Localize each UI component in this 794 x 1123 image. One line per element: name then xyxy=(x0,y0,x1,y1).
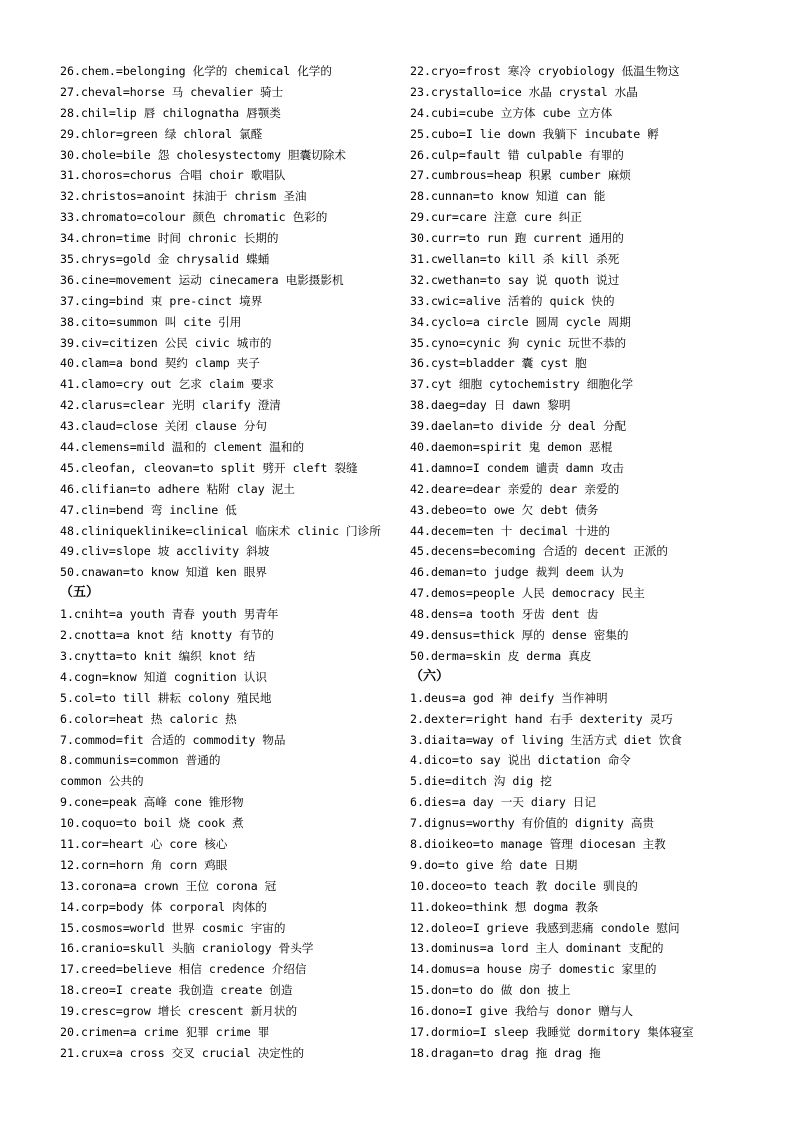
vocab-entry: 39.civ=citizen 公民 civic 城市的 xyxy=(60,335,272,350)
vocab-entry: 25.cubo=I lie down 我躺下 incubate 孵 xyxy=(410,126,659,141)
vocab-entry: 49.cliv=slope 坡 acclivity 斜坡 xyxy=(60,544,270,559)
vocab-entry: 27.cheval=horse 马 chevalier 骑士 xyxy=(60,84,284,99)
vocab-entry: 6.color=heat 热 caloric 热 xyxy=(60,711,237,726)
vocab-entry: 20.crimen=a crime 犯罪 crime 罪 xyxy=(60,1024,270,1039)
vocab-entry: 22.cryo=frost 寒冷 cryobiology 低温生物这 xyxy=(410,64,680,78)
vocab-entry: 7.commod=fit 合适的 commodity 物品 xyxy=(60,732,286,747)
section-heading: （六） xyxy=(410,668,450,684)
vocab-entry: 14.domus=a house 房子 domestic 家里的 xyxy=(410,962,657,977)
vocab-entry: 46.deman=to judge 裁判 deem 认为 xyxy=(410,565,624,580)
vocab-entry: 26.chem.=belonging 化学的 chemical 化学的 xyxy=(60,64,332,78)
vocab-entry: 12.corn=horn 角 corn 鸡眼 xyxy=(60,857,228,872)
vocab-entry: 7.dignus=worthy 有价值的 dignity 高贵 xyxy=(410,816,655,831)
vocab-entry: 27.cumbrous=heap 积累 cumber 麻烦 xyxy=(410,168,631,183)
vocab-entry: 38.cito=summon 叫 cite 引用 xyxy=(60,314,242,329)
vocab-entry: 30.curr=to run 跑 current 通用的 xyxy=(410,231,624,246)
vocab-entry: 41.damno=I condem 谴责 damn 攻击 xyxy=(410,460,624,475)
vocab-entry: 43.claud=close 关闭 clause 分句 xyxy=(60,419,267,434)
vocab-entry: 9.do=to give 给 date 日期 xyxy=(410,857,578,872)
vocab-entry: 28.cunnan=to know 知道 can 能 xyxy=(410,189,606,204)
vocab-entry: 11.dokeo=think 想 dogma 教条 xyxy=(410,899,599,914)
vocab-entry: 16.cranio=skull 头脑 craniology 骨头学 xyxy=(60,941,314,956)
vocab-entry: 30.chole=bile 怨 cholesystectomy 胆囊切除术 xyxy=(60,147,346,162)
vocab-entry: 47.clin=bend 弯 incline 低 xyxy=(60,502,237,517)
vocab-entry: 35.cyno=cynic 狗 cynic 玩世不恭的 xyxy=(410,335,627,350)
vocab-entry: 15.cosmos=world 世界 cosmic 宇宙的 xyxy=(60,920,286,935)
vocab-entry: 31.cwellan=to kill 杀 kill 杀死 xyxy=(410,252,620,267)
vocab-entry: 9.cone=peak 高峰 cone 锥形物 xyxy=(60,795,244,810)
vocab-entry: 15.don=to do 做 don 披上 xyxy=(410,983,571,998)
vocab-entry: 8.communis=common 普通的 xyxy=(60,753,221,768)
vocab-entry: 13.corona=a crown 王位 corona 冠 xyxy=(60,878,277,893)
vocab-entry: 16.dono=I give 我给与 donor 赠与人 xyxy=(410,1004,634,1019)
vocab-entry: 26.culp=fault 错 culpable 有罪的 xyxy=(410,147,624,162)
vocab-entry: 49.densus=thick 厚的 dense 密集的 xyxy=(410,628,629,643)
vocab-entry: 28.chil=lip 唇 chilognatha 唇颚类 xyxy=(60,105,281,120)
vocab-entry: 50.derma=skin 皮 derma 真皮 xyxy=(410,648,592,663)
left-column xyxy=(60,61,400,1064)
vocab-entry: 18.creo=I create 我创造 create 创造 xyxy=(60,983,293,998)
section-heading: （五） xyxy=(60,585,100,601)
vocab-entry: 35.chrys=gold 金 chrysalid 蝶蛹 xyxy=(60,252,270,267)
vocab-entry: 21.crux=a cross 交叉 crucial 决定性的 xyxy=(60,1045,305,1060)
vocab-entry: 24.cubi=cube 立方体 cube 立方体 xyxy=(410,105,613,120)
vocab-entry: 42.clarus=clear 光明 clarify 澄清 xyxy=(60,398,281,413)
vocab-entry: 10.doceo=to teach 教 docile 驯良的 xyxy=(410,878,638,893)
vocab-entry: 4.dico=to say 说出 dictation 命令 xyxy=(410,753,631,768)
vocab-entry: 41.clamo=cry out 乞求 claim 要求 xyxy=(60,377,274,392)
vocab-entry: 50.cnawan=to know 知道 ken 眼界 xyxy=(60,565,267,580)
vocab-entry: 8.dioikeo=to manage 管理 diocesan 主教 xyxy=(410,836,666,851)
vocab-entry: 34.cyclo=a circle 圆周 cycle 周期 xyxy=(410,314,631,329)
vocab-entry: 36.cine=movement 运动 cinecamera 电影摄影机 xyxy=(60,272,344,287)
vocab-entry: 40.daemon=spirit 鬼 demon 恶棍 xyxy=(410,440,613,455)
vocab-entry: 43.debeo=to owe 欠 debt 债务 xyxy=(410,502,599,517)
vocab-entry: 42.deare=dear 亲爱的 dear 亲爱的 xyxy=(410,481,620,496)
vocab-entry: 6.dies=a day 一天 diary 日记 xyxy=(410,795,596,810)
vocab-entry: 39.daelan=to divide 分 deal 分配 xyxy=(410,419,627,434)
vocab-entry: 44.clemens=mild 温和的 clement 温和的 xyxy=(60,440,305,455)
vocab-entry: 45.cleofan, cleovan=to split 劈开 cleft 裂缝 xyxy=(60,460,358,475)
vocab-entry: 29.cur=care 注意 cure 纠正 xyxy=(410,210,583,225)
vocab-entry: 47.demos=people 人民 democracy 民主 xyxy=(410,586,645,601)
vocab-entry: 34.chron=time 时间 chronic 长期的 xyxy=(60,231,279,246)
vocab-entry: 1.cniht=a youth 青春 youth 男青年 xyxy=(60,607,279,622)
vocab-entry: 32.christos=anoint 抹油于 chrism 圣油 xyxy=(60,189,307,204)
vocab-entry: 37.cing=bind 束 pre-cinct 境界 xyxy=(60,293,263,308)
vocab-entry: 10.coquo=to boil 烧 cook 煮 xyxy=(60,816,244,831)
vocab-entry: 12.doleo=I grieve 我感到悲痛 condole 慰问 xyxy=(410,920,680,935)
vocab-entry: 2.cnotta=a knot 结 knotty 有节的 xyxy=(60,628,274,643)
vocab-entry: 3.diaita=way of living 生活方式 diet 饮食 xyxy=(410,732,682,747)
vocab-entry: common 公共的 xyxy=(60,774,144,789)
vocab-entry: 19.cresc=grow 增长 crescent 新月状的 xyxy=(60,1004,298,1019)
vocab-entry: 40.clam=a bond 契约 clamp 夹子 xyxy=(60,356,260,371)
vocab-entry: 46.clifian=to adhere 粘附 clay 泥土 xyxy=(60,481,295,496)
vocab-entry: 18.dragan=to drag 拖 drag 拖 xyxy=(410,1045,601,1060)
right-column xyxy=(410,61,750,1064)
vocab-entry: 44.decem=ten 十 decimal 十进的 xyxy=(410,523,610,538)
vocab-entry: 29.chlor=green 绿 chloral 氯醛 xyxy=(60,126,263,141)
vocab-entry: 11.cor=heart 心 core 核心 xyxy=(60,836,228,851)
vocab-entry: 23.crystallo=ice 水晶 crystal 水晶 xyxy=(410,84,638,99)
vocab-entry: 5.die=ditch 沟 dig 挖 xyxy=(410,774,552,789)
vocab-entry: 13.dominus=a lord 主人 dominant 支配的 xyxy=(410,941,664,956)
vocab-entry: 45.decens=becoming 合适的 decent 正派的 xyxy=(410,544,669,559)
vocab-entry: 31.choros=chorus 合唱 choir 歌唱队 xyxy=(60,168,286,183)
vocab-entry: 5.col=to till 耕耘 colony 殖民地 xyxy=(60,690,272,705)
vocab-entry: 17.dormio=I sleep 我睡觉 dormitory 集体寝室 xyxy=(410,1024,694,1039)
vocab-entry: 32.cwethan=to say 说 quoth 说过 xyxy=(410,272,620,287)
vocab-entry: 1.deus=a god 神 deify 当作神明 xyxy=(410,690,608,705)
vocab-entry: 14.corp=body 体 corporal 肉体的 xyxy=(60,899,267,914)
vocab-entry: 48.cliniqueklinike=clinical 临床术 clinic 门诊所 xyxy=(60,523,381,538)
vocab-entry: 17.creed=believe 相信 credence 介绍信 xyxy=(60,962,307,977)
vocab-entry: 3.cnytta=to knit 编织 knot 结 xyxy=(60,648,256,663)
vocab-entry: 33.cwic=alive 活着的 quick 快的 xyxy=(410,293,615,308)
vocab-entry: 2.dexter=right hand 右手 dexterity 灵巧 xyxy=(410,711,673,726)
vocab-entry: 4.cogn=know 知道 cognition 认识 xyxy=(60,669,267,684)
vocab-entry: 37.cyt 细胞 cytochemistry 细胞化学 xyxy=(410,377,634,392)
vocab-entry: 33.chromato=colour 颜色 chromatic 色彩的 xyxy=(60,210,328,225)
vocab-entry: 36.cyst=bladder 囊 cyst 胞 xyxy=(410,356,587,371)
vocab-entry: 38.daeg=day 日 dawn 黎明 xyxy=(410,398,571,413)
vocab-entry: 48.dens=a tooth 牙齿 dent 齿 xyxy=(410,607,599,622)
